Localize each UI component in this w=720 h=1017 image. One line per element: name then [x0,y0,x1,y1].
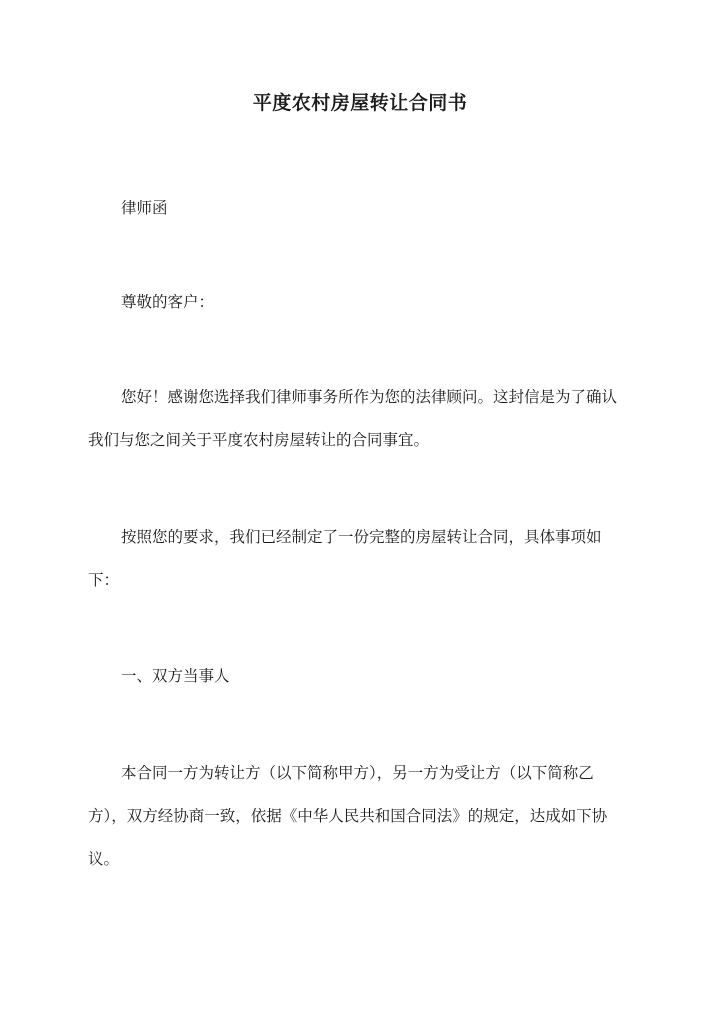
section-1-body: 本合同一方为转让方（以下简称甲方），另一方为受让方（以下简称乙方），双方经协商一致，依据《中华人民共和国合同法》的规定，达成如下协议。 [88,764,608,868]
section-1-heading: 一、双方当事人 [121,667,230,685]
intro-paragraph: 您好！感谢您选择我们律师事务所作为您的法律顾问。这封信是为了确认我们与您之间关于平度农村房屋转让的合同事宜。 [88,388,618,449]
document-title: 平度农村房屋转让合同书 [252,92,468,114]
salutation: 尊敬的客户： [121,293,215,311]
letter-heading: 律师函 [121,199,168,217]
requirement-paragraph: 按照您的要求，我们已经制定了一份完整的房屋转让合同，具体事项如下： [88,528,602,589]
